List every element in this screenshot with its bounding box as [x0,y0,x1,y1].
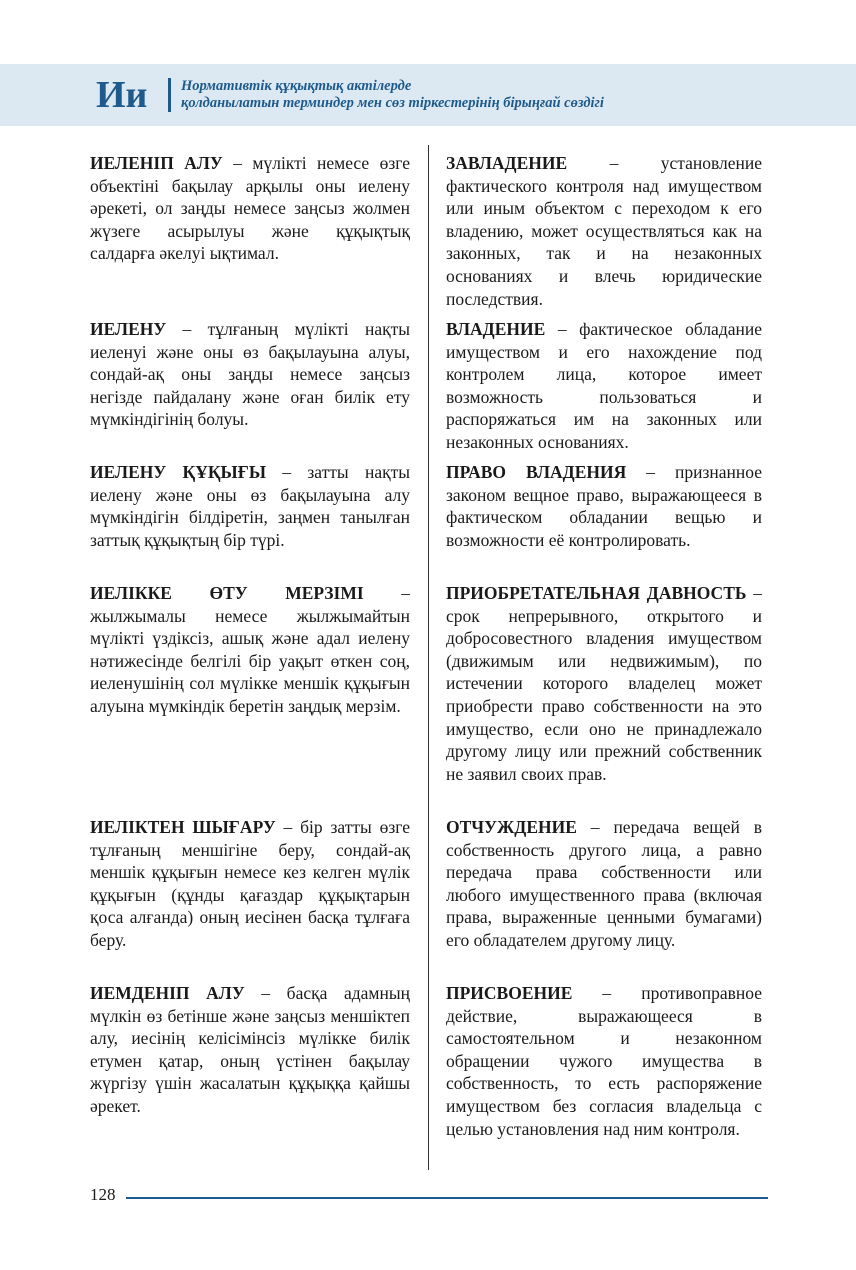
entry-kk-5 [90,816,410,952]
entry-definition: – тұлғаның мүлікті нақты иеленуі және оны өз бақылауына алуы, сондай-ақ оны заңды немесе заңсыз негізде пайдалану және оған билік ету мүмкіндігінің болуы. [90,319,410,430]
entry-ru-3 [446,461,762,551]
entry-ru-5 [446,816,762,952]
entry-term: ИЕЛЕНІП АЛУ [90,153,223,173]
entry-term: ПРИСВОЕНИЕ [446,983,573,1003]
footer-rule [126,1197,768,1199]
entry-definition: – жылжымалы немесе жылжымайтын мүлікті үздіксіз, ашық және адал иелену нәтижесінде белгілі бір уақыт өткен соң, иеленушінің сол мүлікке меншік құқығын алуына мүмкіндік беретін заңдық мерзім. [90,583,410,716]
entry-definition: – противоправное действие, выражающееся в самостоятельном и незаконном обращении чужого имущества в собственность, то есть распоряжение имуществом без согласия владельца с целью установления над ним контроля. [446,983,762,1139]
entry-definition: – признанное законом вещное право, выражающееся в фактическом обладании вещью и возможности её контролировать. [446,462,762,550]
entry-term: ИЕМДЕНІП АЛУ [90,983,245,1003]
running-title [181,78,604,112]
entry-kk-6 [90,982,410,1118]
entry-definition: – басқа адамның мүлкін өз бетінше және заңсыз меншіктеп алу, иесінің келісімінсіз мүлікке билік етумен қатар, оның үстінен бақылау жүргізу үшін жасалатын құқыққа қайшы әрекет. [90,983,410,1116]
entry-ru-6 [446,982,762,1140]
entry-kk-4 [90,582,410,718]
entry-kk-2 [90,318,410,431]
running-title-line-2: қолданылатын терминдер мен сөз тіркестерінің бірыңғай сөздігі [181,95,604,111]
entry-definition: – передача вещей в собственность другого лица, а равно передача права собственности или любого имущественного права (включая права, выраженные ценными бумагами) его обладателем другому лицу. [446,817,762,950]
entry-definition: – бір затты өзге тұлғаның меншігіне беру, сондай-ақ меншік құқығын немесе кез келген мүлік құқығын (құнды қағаздар құқықтарын қоса алғанда) оның иесінен басқа тұлғаға беру. [90,817,410,950]
entry-definition: – срок непрерывного, открытого и добросовестного владения имуществом (движимым или недвижимым), по истечении которого владелец может приобрести право собственности на это имущество, если оно не принадлежало другому лицу или прежний собственник не заявил своих прав. [446,583,763,784]
entry-term: ОТЧУЖДЕНИЕ [446,817,577,837]
entry-definition: – затты нақты иелену және оны өз бақылауына алу мүмкіндігін білдіретін, заңмен танылған заттық құқықтың бір түрі. [90,462,410,550]
entry-definition: – фактическое обладание имуществом и его нахождение под контролем лица, которое имеет возможность пользоваться и распоряжаться им на законных или незаконных основаниях. [446,319,762,452]
entry-definition: – установление фактического контроля над имуществом или иным объектом с переходом к его владению, может осуществляться как на законных, так и на незаконных основаниях и влечь юридические последствия. [446,153,762,309]
entry-ru-2 [446,318,762,454]
header-divider [168,78,171,112]
page-number: 128 [90,1185,116,1204]
entry-kk-3 [90,461,410,551]
entry-term: ПРИОБРЕТАТЕЛЬНАЯ ДАВНОСТЬ [446,583,747,603]
entry-kk-1 [90,152,410,265]
section-letter: Ии [96,74,148,116]
entry-definition: – мүлікті немесе өзге объектіні бақылау арқылы оны иелену әрекеті, ол заңды немесе заңсыз жолмен жүзеге асырылуы және құқықтық салдарға әкелуі ықтимал. [90,153,410,264]
entry-term: ВЛАДЕНИЕ [446,319,546,339]
entry-term: ПРАВО ВЛАДЕНИЯ [446,462,627,482]
entry-term: ИЕЛІКТЕН ШЫҒАРУ [90,817,276,837]
entry-ru-4 [446,582,762,785]
entry-term: ИЕЛЕНУ ҚҰҚЫҒЫ [90,462,267,482]
entry-term: ЗАВЛАДЕНИЕ [446,153,568,173]
column-divider [428,145,429,1170]
entry-ru-1 [446,152,762,310]
entry-term: ИЕЛЕНУ [90,319,167,339]
entry-term: ИЕЛІККЕ ӨТУ МЕРЗІМІ [90,583,364,603]
running-title-line-1: Нормативтік құқықтық актілерде [181,78,412,94]
